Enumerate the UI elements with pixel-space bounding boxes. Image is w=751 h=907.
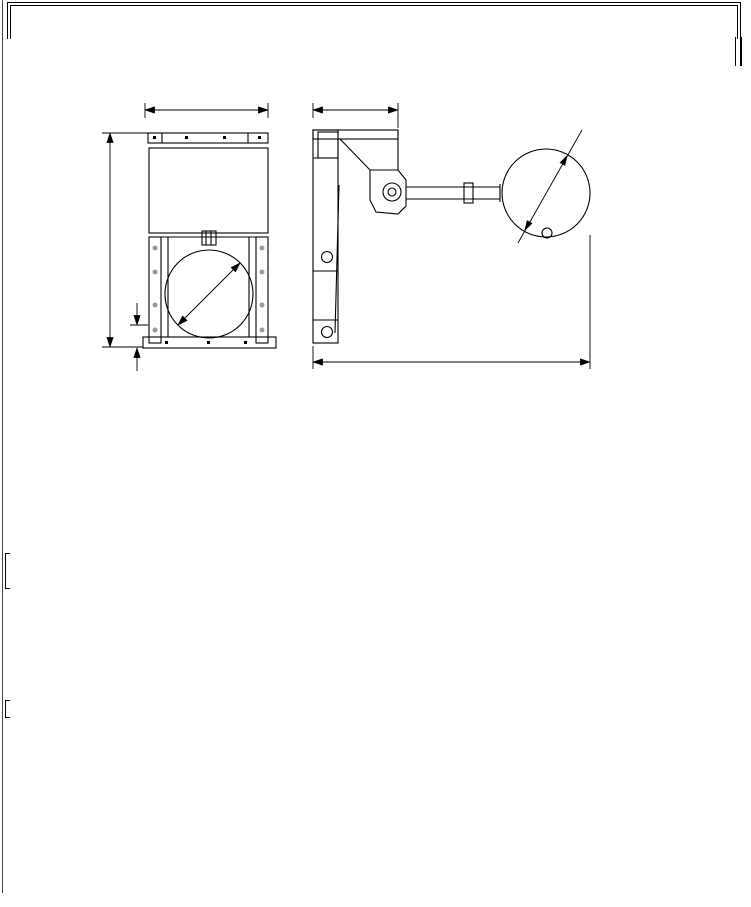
bolt-dots [153, 246, 265, 333]
technical-drawing [0, 80, 751, 390]
side-view-drawing [313, 103, 590, 369]
front-view-drawing [102, 103, 276, 371]
top-table-border-stub [735, 37, 742, 66]
scan-artifact [5, 700, 10, 718]
top-table-row [7, 2, 741, 39]
scan-artifact [5, 553, 10, 589]
